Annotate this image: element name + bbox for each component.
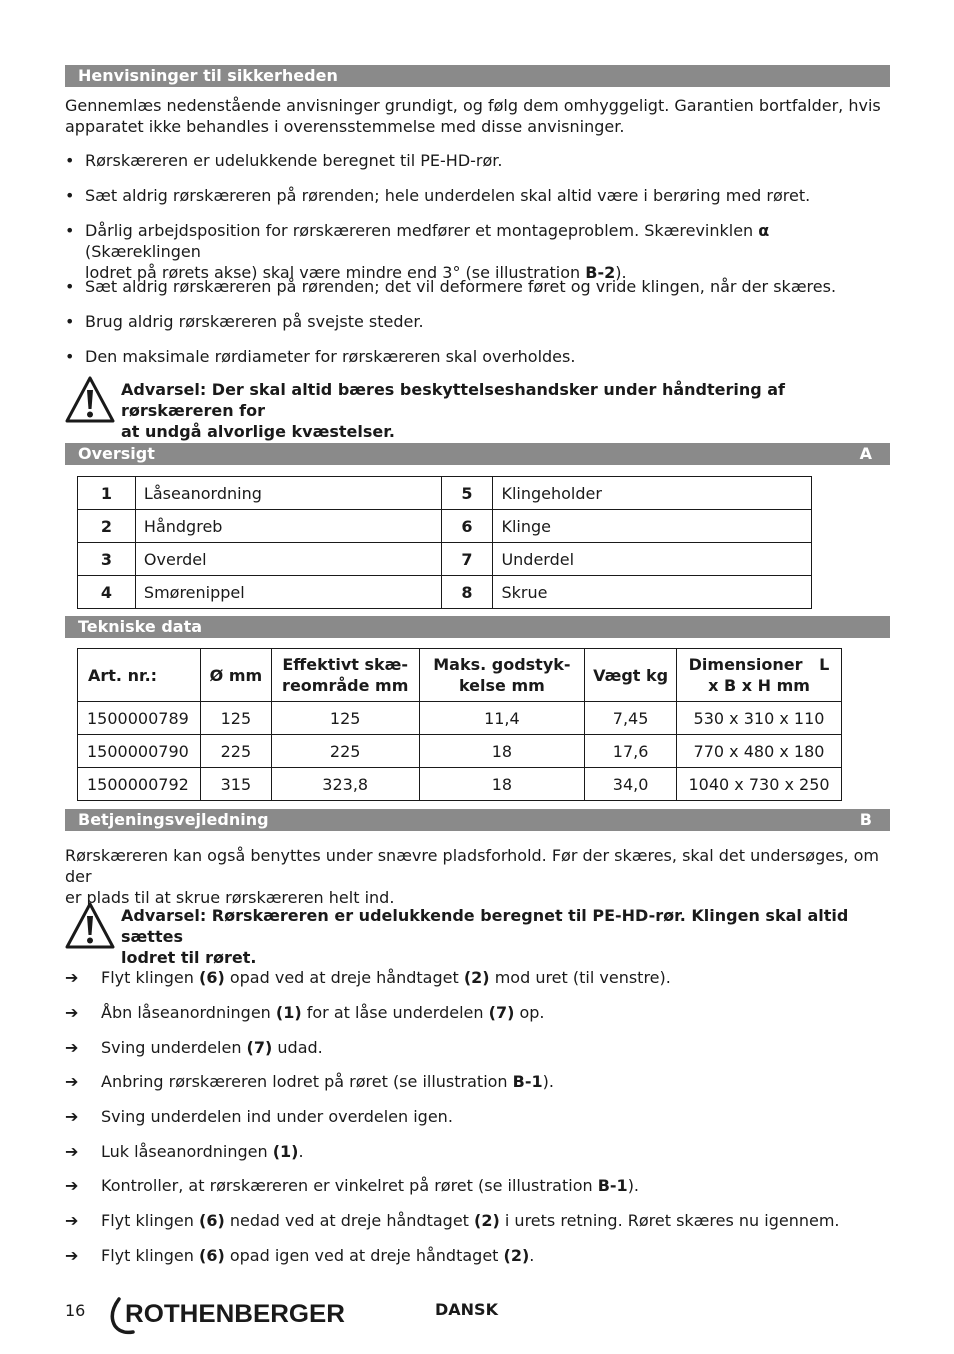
step-text	[101, 1141, 890, 1162]
table-row	[78, 768, 842, 801]
warning-line: lodret til røret.	[121, 948, 257, 967]
bullet-text: Den maksimale rørdiameter for rørskæreren skal overholdes.	[85, 347, 576, 366]
header-line: kelse mm	[458, 676, 545, 695]
alpha-symbol: α	[758, 221, 770, 240]
safety-intro	[65, 95, 890, 137]
section-title: Henvisninger til sikkerheden	[78, 66, 338, 85]
warning-line: at undgå alvorlige kvæstelser.	[121, 422, 395, 441]
cell-wall: 18	[419, 768, 585, 801]
table-header-row	[78, 649, 842, 702]
text-run: Åbn låseanordningen	[101, 1003, 276, 1022]
col-header-dimensions	[677, 649, 842, 702]
part-number: 2	[78, 510, 136, 543]
page-number: 16	[65, 1301, 86, 1320]
part-number: 1	[78, 477, 136, 510]
text-run: ).	[615, 263, 627, 282]
part-ref: (6)	[199, 1211, 225, 1230]
table-row	[78, 510, 812, 543]
illustration-ref: B-1	[597, 1176, 628, 1195]
step-text: Sving underdelen ind under overdelen igen.	[101, 1107, 453, 1126]
part-number: 3	[78, 543, 136, 576]
part-label: Overdel	[135, 543, 441, 576]
cell-dimensions: 530 x 310 x 110	[677, 702, 842, 735]
part-ref: (2)	[463, 968, 490, 987]
bullet-icon: •	[65, 221, 75, 240]
text-run: opad ved at dreje håndtaget	[224, 968, 464, 987]
part-ref: (1)	[272, 1142, 299, 1161]
safety-warning	[65, 376, 890, 441]
language-label: DANSK	[435, 1300, 498, 1319]
part-ref: (1)	[275, 1003, 302, 1022]
header-line: reområde mm	[282, 676, 409, 695]
header-line: x B x H mm	[708, 676, 810, 695]
text-run: ).	[627, 1176, 640, 1195]
text-run: mod uret (til venstre).	[489, 968, 671, 987]
step-text	[101, 1071, 890, 1092]
cell-range: 225	[271, 735, 419, 768]
text-run: udad.	[272, 1038, 323, 1057]
safety-intro-line: Gennemlæs nedenstående anvisninger grundigt, og følg dem omhyggeligt. Garantien bortfalder, hvis	[65, 96, 881, 115]
col-header-diameter: Ø mm	[200, 649, 271, 702]
cell-diameter: 225	[200, 735, 271, 768]
header-line: Effektivt skæ-	[282, 655, 409, 674]
warning-triangle-icon	[65, 902, 115, 949]
table-row	[78, 477, 812, 510]
text-run: .	[529, 1246, 535, 1265]
col-header-weight: Vægt kg	[585, 649, 677, 702]
arrow-right-icon: ➔	[65, 968, 79, 987]
step-text	[101, 1037, 890, 1058]
safety-intro-line: apparatet ikke behandles i overensstemmelse med disse anvisninger.	[65, 117, 625, 136]
illustration-ref: B-1	[512, 1072, 543, 1091]
col-header-art: Art. nr.:	[78, 649, 201, 702]
part-number: 5	[441, 477, 493, 510]
text-run: for at låse underdelen	[301, 1003, 489, 1022]
part-ref: (7)	[246, 1038, 273, 1057]
operation-intro-line: er plads til at skrue rørskæreren helt ind.	[65, 888, 395, 907]
cell-weight: 17,6	[585, 735, 677, 768]
text-run: nedad ved at dreje håndtaget	[224, 1211, 475, 1230]
part-ref: (7)	[488, 1003, 515, 1022]
cell-art: 1500000792	[78, 768, 201, 801]
arrow-right-icon: ➔	[65, 1038, 79, 1057]
bullet-icon: •	[65, 277, 75, 296]
overview-table	[77, 476, 812, 609]
cell-diameter: 125	[200, 702, 271, 735]
col-header-wall	[419, 649, 585, 702]
arrow-right-icon: ➔	[65, 1142, 79, 1161]
cell-art: 1500000790	[78, 735, 201, 768]
logo-text: ROTHENBERGER	[125, 1300, 345, 1328]
arrow-right-icon: ➔	[65, 1107, 79, 1126]
header-line: Maks. godstyk-	[433, 655, 571, 674]
part-number: 6	[441, 510, 493, 543]
cell-range: 125	[271, 702, 419, 735]
arrow-right-icon: ➔	[65, 1211, 79, 1230]
cell-weight: 7,45	[585, 702, 677, 735]
part-label: Underdel	[493, 543, 812, 576]
bullet-icon: •	[65, 347, 75, 366]
cell-range: 323,8	[271, 768, 419, 801]
cell-wall: 11,4	[419, 702, 585, 735]
illustration-ref: B-2	[585, 263, 616, 282]
text-run: Kontroller, at rørskæreren er vinkelret på røret (se illustration	[101, 1176, 598, 1195]
bullet-icon: •	[65, 151, 75, 170]
text-run: Anbring rørskæreren lodret på røret (se illustration	[101, 1072, 513, 1091]
text-run: Flyt klingen	[101, 1211, 199, 1230]
section-header-operation	[65, 809, 890, 831]
part-label: Klinge	[493, 510, 812, 543]
warning-text	[121, 905, 890, 968]
section-letter: B	[859, 810, 872, 829]
warning-triangle-icon	[65, 376, 115, 423]
warning-line: Advarsel: Rørskæreren er udelukkende beregnet til PE-HD-rør. Klingen skal altid sættes	[121, 906, 849, 946]
section-letter: A	[859, 444, 872, 463]
warning-line: Advarsel: Der skal altid bæres beskyttelseshandsker under håndtering af rørskæreren for	[121, 380, 786, 420]
bullet-text: Brug aldrig rørskæreren på svejste steder.	[85, 312, 424, 331]
part-label: Smørenippel	[135, 576, 441, 609]
arrow-right-icon: ➔	[65, 1072, 79, 1091]
col-header-range	[271, 649, 419, 702]
text-run: Luk låseanordningen	[101, 1142, 273, 1161]
cell-art: 1500000789	[78, 702, 201, 735]
step-text	[101, 967, 890, 988]
cell-wall: 18	[419, 735, 585, 768]
table-row	[78, 735, 842, 768]
cell-dimensions: 770 x 480 x 180	[677, 735, 842, 768]
part-ref: (2)	[474, 1211, 500, 1230]
part-ref: (6)	[199, 1246, 225, 1265]
text-run: Sving underdelen	[101, 1038, 247, 1057]
text-run: opad igen ved at dreje håndtaget	[224, 1246, 504, 1265]
text-run: Flyt klingen	[101, 1246, 199, 1265]
bullet-icon: •	[65, 312, 75, 331]
table-row	[78, 543, 812, 576]
cell-diameter: 315	[200, 768, 271, 801]
step-text	[101, 1245, 890, 1266]
bullet-text: Sæt aldrig rørskæreren på rørenden; hele underdelen skal altid være i berøring med røret.	[85, 186, 811, 205]
tech-data-table	[77, 648, 842, 801]
bullet-text: Sæt aldrig rørskæreren på rørenden; det vil deformere føret og vride klingen, når der skæres.	[85, 277, 837, 296]
part-number: 8	[441, 576, 493, 609]
step-text	[101, 1175, 890, 1196]
bullet-icon: •	[65, 186, 75, 205]
table-row	[78, 702, 842, 735]
text-run: op.	[514, 1003, 545, 1022]
step-text	[101, 1210, 890, 1231]
part-ref: (2)	[503, 1246, 530, 1265]
header-line: Dimensioner L	[688, 655, 830, 674]
text-run: Flyt klingen	[101, 968, 199, 987]
part-number: 4	[78, 576, 136, 609]
text-run: .	[298, 1142, 304, 1161]
warning-text	[121, 379, 890, 442]
operation-intro-line: Rørskæreren kan også benyttes under snævre pladsforhold. Før der skæres, skal det undersøges, om der	[65, 846, 879, 886]
section-header-overview	[65, 443, 890, 465]
bullet-text: Rørskæreren er udelukkende beregnet til PE-HD-rør.	[85, 151, 503, 170]
step-text	[101, 1002, 890, 1023]
rothenberger-logo-icon	[105, 1296, 350, 1336]
cell-dimensions: 1040 x 730 x 250	[677, 768, 842, 801]
bullet-text	[85, 220, 890, 283]
text-run: lodret på rørets akse) skal være mindre end 3° (se illustration	[85, 263, 586, 282]
page-footer	[65, 1296, 890, 1336]
section-title: Oversigt	[78, 444, 155, 463]
arrow-right-icon: ➔	[65, 1176, 79, 1195]
part-label: Skrue	[493, 576, 812, 609]
cell-weight: 34,0	[585, 768, 677, 801]
section-title: Tekniske data	[78, 617, 203, 636]
section-title: Betjeningsvejledning	[78, 810, 269, 829]
text-run: ).	[542, 1072, 554, 1091]
part-label: Klingeholder	[493, 477, 812, 510]
arrow-right-icon: ➔	[65, 1246, 79, 1265]
text-run: (Skæreklingen	[85, 242, 201, 261]
text-run: Dårlig arbejdsposition for rørskæreren medfører et montageproblem. Skærevinklen	[85, 221, 759, 240]
part-number: 7	[441, 543, 493, 576]
safety-bullet	[65, 220, 890, 282]
operation-warning	[65, 902, 890, 967]
part-label: Håndgreb	[135, 510, 441, 543]
section-header-tech	[65, 616, 890, 638]
operation-intro	[65, 845, 890, 908]
text-run: i urets retning. Røret skæres nu igennem.	[499, 1211, 840, 1230]
part-ref: (6)	[199, 968, 225, 987]
table-row	[78, 576, 812, 609]
arrow-right-icon: ➔	[65, 1003, 79, 1022]
part-label: Låseanordning	[135, 477, 441, 510]
section-header-safety	[65, 65, 890, 87]
